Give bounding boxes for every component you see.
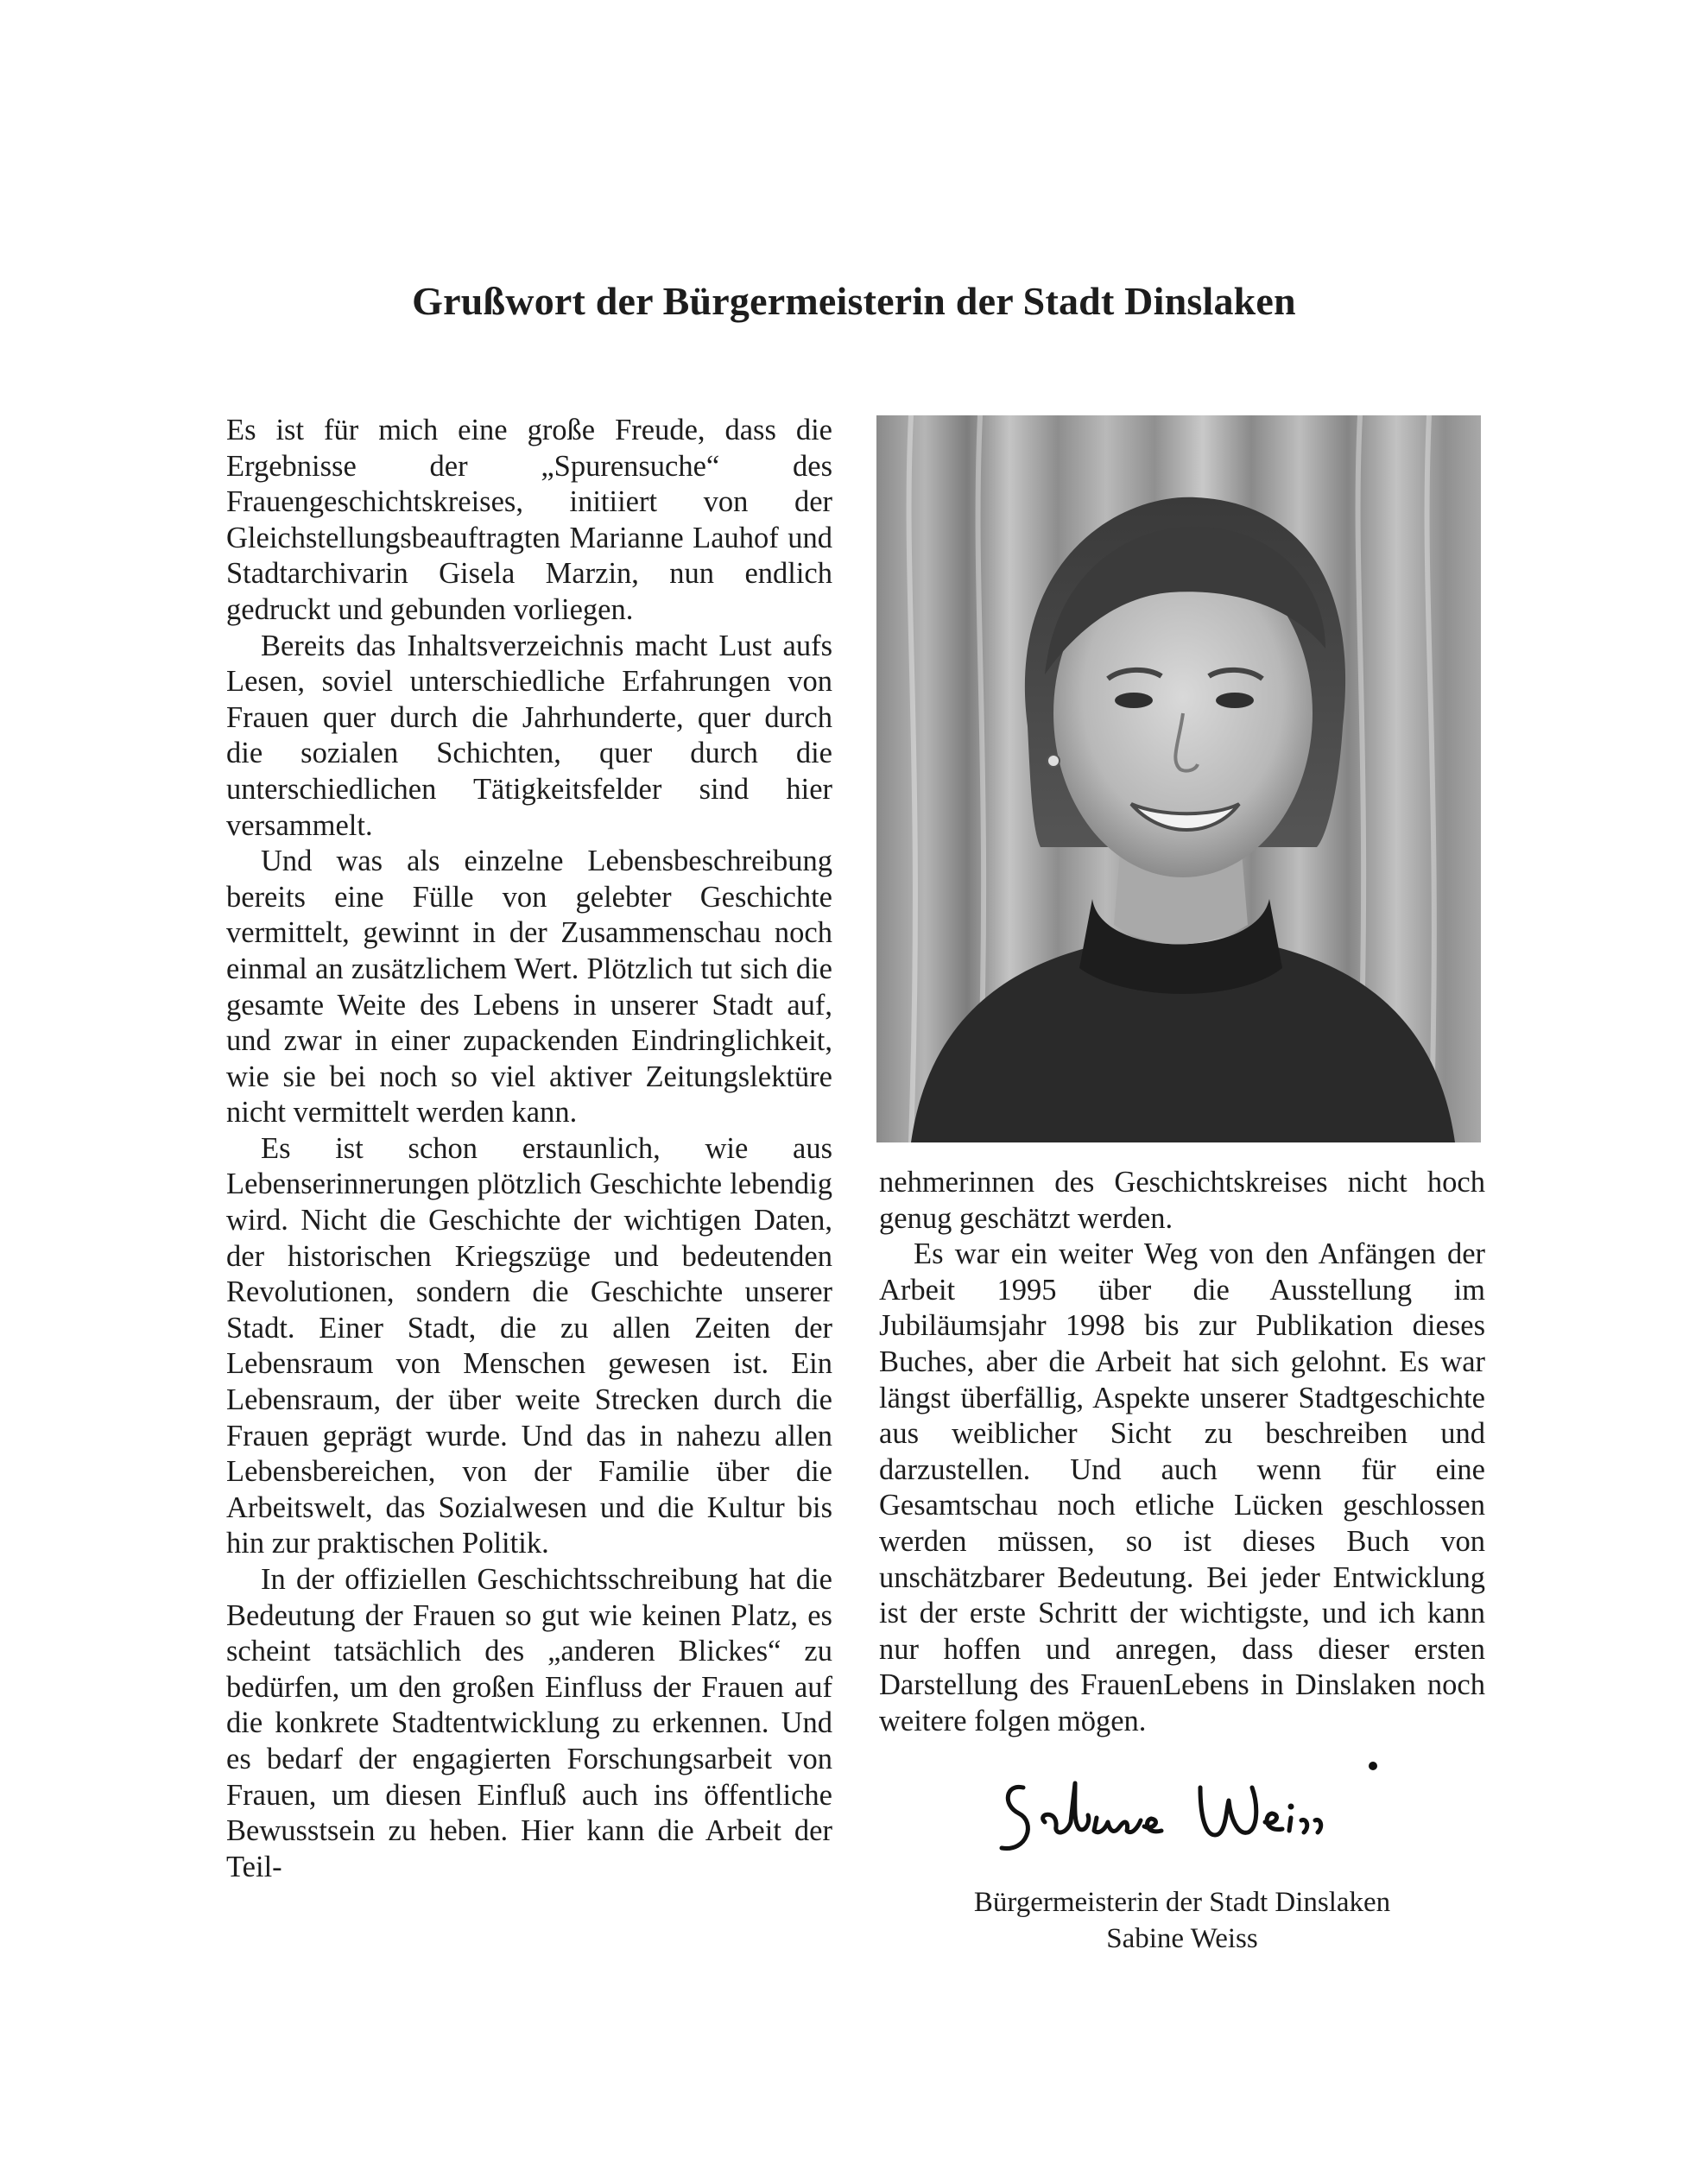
paragraph: Es ist für mich eine große Freude, dass die Ergebnisse der „Spurensuche“ des Frauengeschichtskreises, initiiert von der Gleichstellungsbeauftragten Marianne Lauhof und Stadtarchivarin Gisela Marzin, nun endlich gedruckt und gebunden vorliegen.: [226, 414, 832, 626]
paragraph: In der offiziellen Geschichtsschreibung hat die Bedeutung der Frauen so gut wie keinen Platz, es scheint tatsächlich des „anderen Blickes“ zu bedürfen, um den großen Einfluss der Frauen auf die konkrete Stadtentwicklung zu erkennen. Und es bedarf der engagierten Forschungsarbeit von Frauen, um diesen Einfluß auch ins öffentliche Bewusstsein zu heben. Hier kann die Arbeit der Teil-: [226, 1563, 832, 1883]
right-column: [879, 1165, 1485, 1740]
portrait-photo: [876, 415, 1481, 1142]
paragraph: Es ist schon erstaunlich, wie aus Lebenserinnerungen plötzlich Geschichte lebendig wird. Nicht die Geschichte der wichtigen Daten, der historischen Kriegszüge und bedeutenden Revolutionen, sondern die Geschichte unserer Stadt. Einer Stadt, die zu allen Zeiten der Lebensraum von Menschen gewesen ist. Ein Lebensraum, der über weite Strecken durch die Frauen geprägt wurde. Und das in nahezu allen Lebensbereichen, von der Familie über die Arbeitswelt, das Sozialwesen und die Kultur bis hin zur praktischen Politik.: [226, 1131, 832, 1560]
signature-caption: [879, 1884, 1485, 1957]
paragraph: Es war ein weiter Weg von den Anfängen der Arbeit 1995 über die Ausstellung im Jubiläumsjahr 1998 bis zur Publikation dieses Buches, aber die Arbeit hat sich gelohnt. Es war längst überfällig, Aspekte unserer Stadtgeschichte aus weiblicher Sicht zu beschreiben und darzustellen. Und auch wenn für eine Gesamtschau noch etliche Lücken geschlossen werden müssen, so ist dieses Buch von unschätzbarer Bedeutung. Bei jeder Entwicklung ist der erste Schritt der wichtigste, und ich kann nur hoffen und anregen, dass dieser ersten Darstellung des FrauenLebens in Dinslaken noch weitere folgen mögen.: [879, 1237, 1485, 1737]
left-column: [226, 413, 832, 1885]
paragraph: Bereits das Inhaltsverzeichnis macht Lust aufs Lesen, soviel unterschiedliche Erfahrungen von Frauen quer durch die Jahrhunderte, quer durch die sozialen Schichten, quer durch die unterschiedlichen Tätigkeitsfelder sind hier versammelt.: [226, 629, 832, 842]
paragraph: Und was als einzelne Lebensbeschreibung bereits eine Fülle von gelebter Geschichte vermittelt, gewinnt in der Zusammenschau noch einmal an zusätzlichem Wert. Plötzlich tut sich die gesamte Weite des Lebens in unserer Stadt auf, und zwar in einer zupackenden Eindringlichkeit, wie sie bei noch so viel aktiver Zeitungslektüre nicht vermittelt werden kann.: [226, 845, 832, 1130]
signature-name: Sabine Weiss: [1106, 1923, 1258, 1954]
signature-role: Bürgermeisterin der Stadt Dinslaken: [973, 1887, 1391, 1918]
handwritten-signature: [989, 1753, 1395, 1865]
page-title: Grußwort der Bürgermeisterin der Stadt Dinslaken: [412, 279, 1296, 323]
paragraph: nehmerinnen des Geschichtskreises nicht hoch genug geschätzt werden.: [879, 1166, 1485, 1235]
